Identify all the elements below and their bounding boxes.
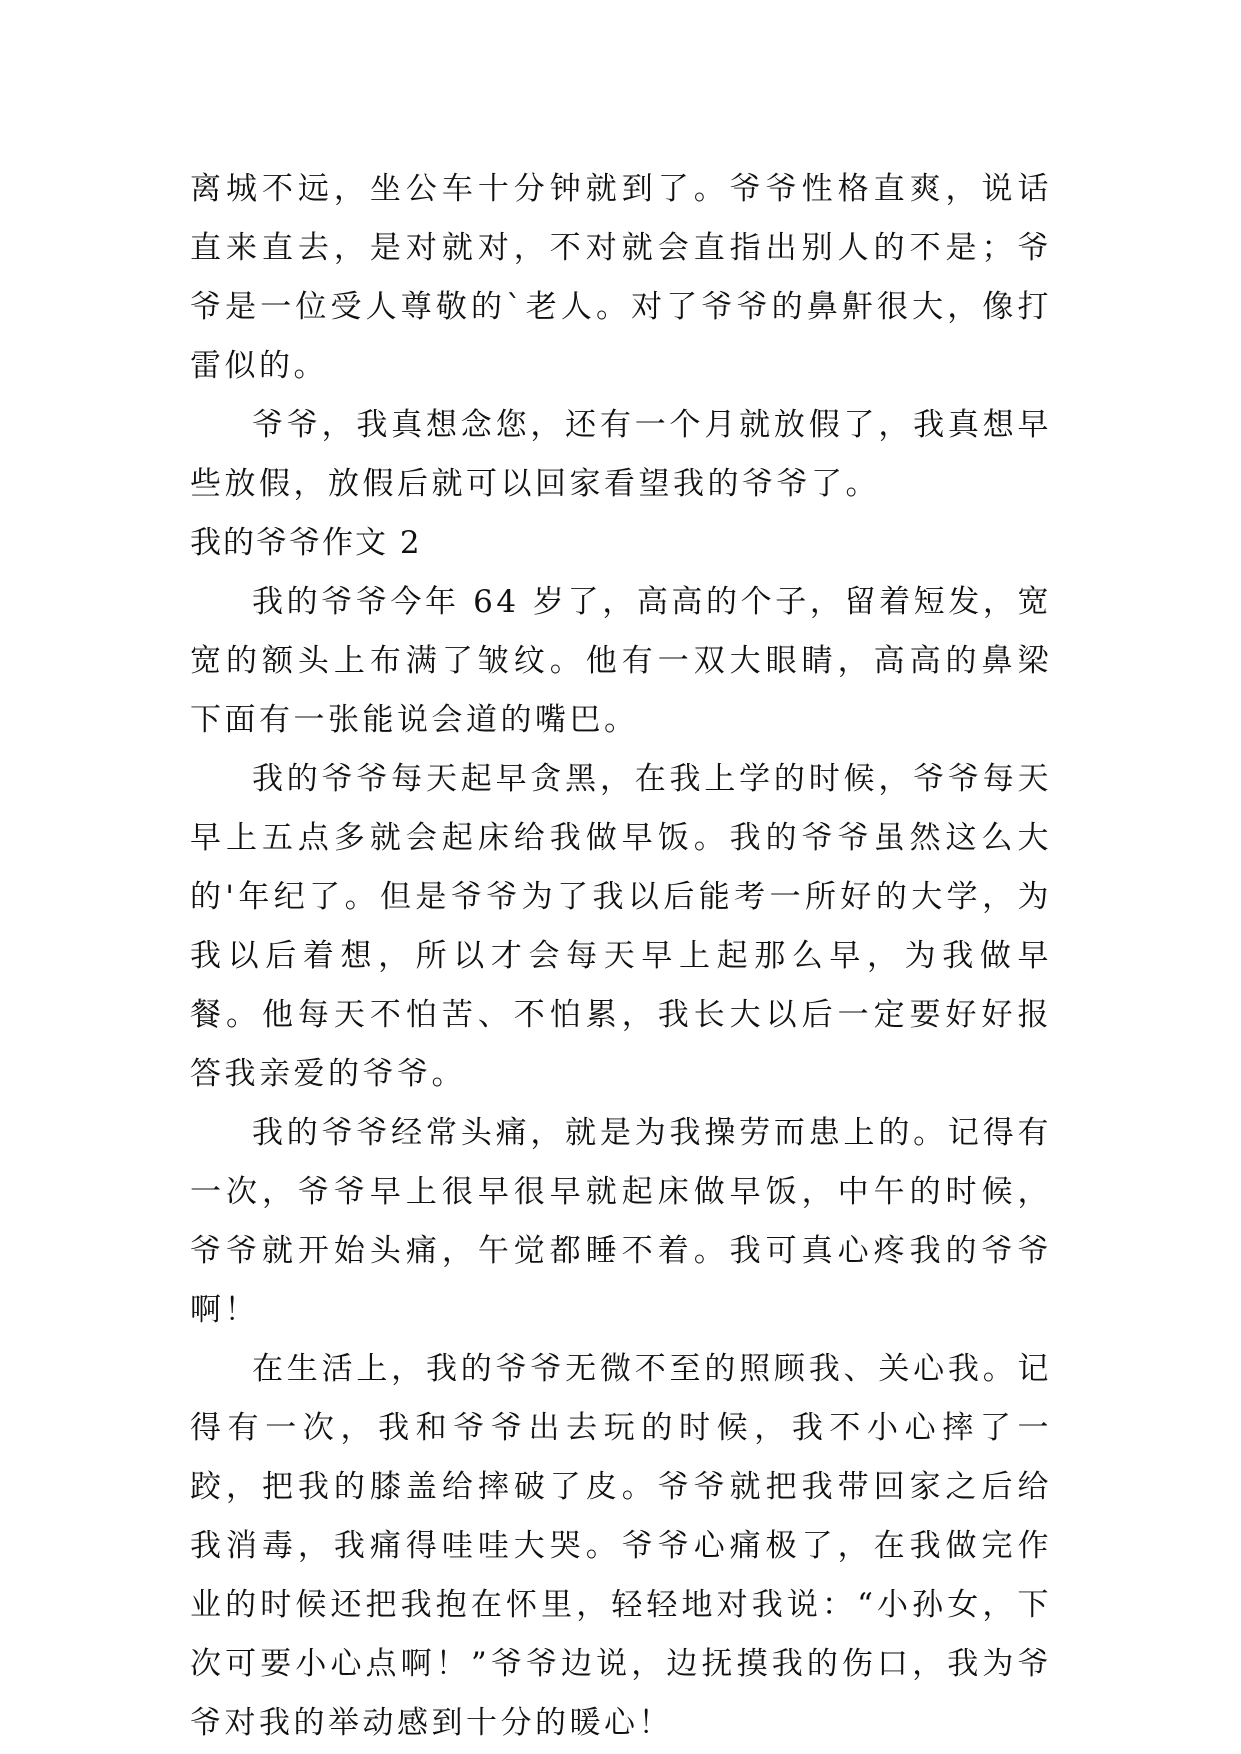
paragraph: 我的爷爷每天起早贪黑，在我上学的时候，爷爷每天早上五点多就会起床给我做早饭。我的爷爷虽然这么大的'年纪了。但是爷爷为了我以后能考一所好的大学，为我以后着想，所以才会每天早上起那么早，为我做早餐。他每天不怕苦、不怕累，我长大以后一定要好好报答我亲爱的爷爷。	[190, 761, 1052, 1092]
section-heading: 我的爷爷作文 2	[190, 525, 422, 561]
paragraph: 爷爷，我真想念您，还有一个月就放假了，我真想早些放假，放假后就可以回家看望我的爷爷了。	[190, 407, 1052, 502]
paragraph: 我的爷爷今年 64 岁了，高高的个子，留着短发，宽宽的额头上布满了皱纹。他有一双大眼睛，高高的鼻梁下面有一张能说会道的嘴巴。	[190, 584, 1052, 738]
document-body	[190, 160, 1052, 1753]
paragraph: 我的爷爷经常头痛，就是为我操劳而患上的。记得有一次，爷爷早上很早很早就起床做早饭，中午的时候，爷爷就开始头痛，午觉都睡不着。我可真心疼我的爷爷啊！	[190, 1115, 1052, 1328]
paragraph: 在生活上，我的爷爷无微不至的照顾我、关心我。记得有一次，我和爷爷出去玩的时候，我不小心摔了一跤，把我的膝盖给摔破了皮。爷爷就把我带回家之后给我消毒，我痛得哇哇大哭。爷爷心痛极了，在我做完作业的时候还把我抱在怀里，轻轻地对我说：“小孙女，下次可要小心点啊！”爷爷边说，边抚摸我的伤口，我为爷爷对我的举动感到十分的暖心！	[190, 1351, 1052, 1741]
paragraph-continued: 离城不远，坐公车十分钟就到了。爷爷性格直爽，说话直来直去，是对就对，不对就会直指出别人的不是；爷爷是一位受人尊敬的`老人。对了爷爷的鼻鼾很大，像打雷似的。	[190, 171, 1052, 384]
